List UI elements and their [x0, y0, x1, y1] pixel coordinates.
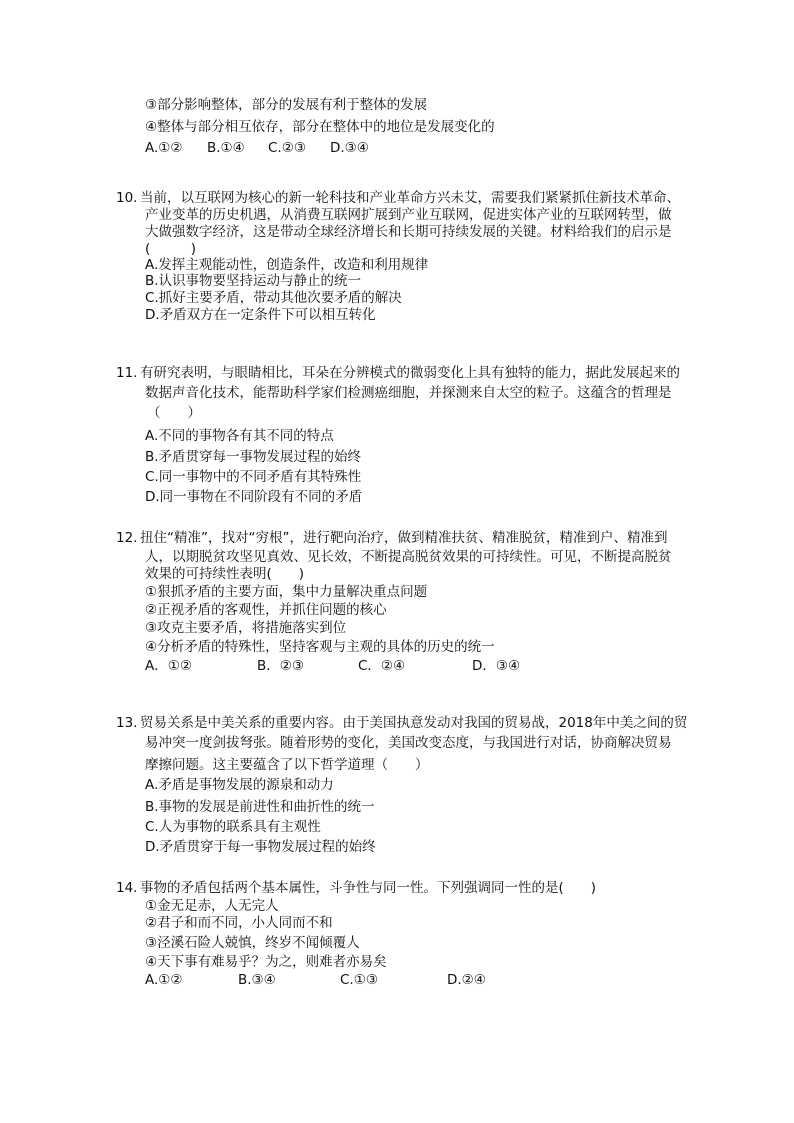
question-stem-line: 有研究表明，与眼睛相比，耳朵在分辨模式的微弱变化上具有独特的能力，据此发展起来的: [140, 365, 680, 381]
option: C.同一事物中的不同矛盾有其特殊性: [145, 469, 362, 485]
option: A.①②: [145, 140, 183, 156]
option: A.发挥主观能动性，创造条件，改造和利用规律: [145, 257, 429, 273]
question-number: 12.: [116, 530, 138, 546]
item-line: ③部分影响整体，部分的发展有利于整体的发展: [145, 97, 428, 113]
question-number: 14.: [116, 880, 138, 896]
question-stem-line: 效果的可持续性表明( ): [145, 566, 305, 582]
question-stem-line: 当前，以互联网为核心的新一轮科技和产业革命方兴未艾，需要我们紧紧抓住新技术革命、: [140, 190, 680, 206]
item-line: ④天下事有难易乎？为之，则难者亦易矣: [145, 954, 387, 970]
answer-paren: ( ): [145, 241, 197, 257]
option: B.③④: [238, 972, 276, 988]
question-stem-line: 产业变革的历史机遇，从消费互联网扩展到产业互联网，促进实体产业的互联网转型，做: [145, 207, 672, 223]
item-line: ②君子和而不同，小人同而不和: [145, 915, 333, 931]
option: B.①④: [207, 140, 245, 156]
answer-paren: （ ）: [147, 405, 201, 421]
item-line: ①狠抓矛盾的主要方面，集中力量解决重点问题: [145, 584, 428, 600]
question-stem-line: 扭住“精准”，找对“穷根”，进行靶向治疗，做到精准扶贫、精准脱贫，精准到户、精准到: [140, 530, 668, 546]
question-number: 11.: [116, 365, 138, 381]
item-line: ④整体与部分相互依存，部分在整体中的地位是发展变化的: [145, 119, 495, 135]
option: D.同一事物在不同阶段有不同的矛盾: [145, 489, 363, 505]
option: C.②③: [268, 140, 306, 156]
option: B.矛盾贯穿每一事物发展过程的始终: [145, 449, 362, 465]
question-number: 13.: [116, 715, 138, 731]
question-number: 10.: [116, 190, 138, 206]
question-stem-line: 易冲突一度剑拔弩张。随着形势的变化，美国改变态度，与我国进行对话，协商解决贸易: [145, 735, 672, 751]
item-line: ①金无足赤，人无完人: [145, 898, 279, 914]
option: D.③④: [330, 140, 369, 156]
item-line: ③泾溪石险人兢慎，终岁不闻倾覆人: [145, 935, 360, 951]
option: D．③④: [472, 658, 521, 674]
item-line: ②正视矛盾的客观性，并抓住问题的核心: [145, 602, 387, 618]
question-stem-line: 人，以期脱贫攻坚见真效、见长效，不断提高脱贫效果的可持续性。可见，不断提高脱贫: [145, 549, 672, 565]
option: C．②④: [358, 658, 406, 674]
question-stem-line: 摩擦问题。这主要蕴含了以下哲学道理（ ）: [145, 757, 429, 773]
option: C.抓好主要矛盾，带动其他次要矛盾的解决: [145, 290, 402, 306]
item-line: ④分析矛盾的特殊性，坚持客观与主观的具体的历史的统一: [145, 639, 495, 655]
option: A.不同的事物各有其不同的特点: [145, 428, 334, 444]
option: D.矛盾双方在一定条件下可以相互转化: [145, 307, 376, 323]
option: B．②③: [257, 658, 304, 674]
item-line: ③攻克主要矛盾，将措施落实到位: [145, 620, 347, 636]
option: C.人为事物的联系具有主观性: [145, 819, 321, 835]
option: A.矛盾是事物发展的源泉和动力: [145, 777, 334, 793]
option: C.①③: [340, 972, 378, 988]
option: B.认识事物要坚持运动与静止的统一: [145, 273, 362, 289]
option: D.矛盾贯穿于每一事物发展过程的始终: [145, 839, 376, 855]
question-stem-line: 大做强数字经济，这是带动全球经济增长和长期可持续发展的关键。材料给我们的启示是: [145, 224, 672, 240]
option: A．①②: [145, 658, 192, 674]
question-stem-line: 贸易关系是中美关系的重要内容。由于美国执意发动对我国的贸易战，2018年中美之间的贸: [140, 715, 688, 731]
question-stem-line: 事物的矛盾包括两个基本属性，斗争性与同一性。下列强调同一性的是( ): [140, 880, 597, 896]
option: D.②④: [447, 972, 486, 988]
option: B.事物的发展是前进性和曲折性的统一: [145, 799, 375, 815]
question-stem-line: 数据声音化技术，能帮助科学家们检测癌细胞，并探测来自太空的粒子。这蕴含的哲理是: [145, 385, 672, 401]
option: A.①②: [145, 972, 183, 988]
